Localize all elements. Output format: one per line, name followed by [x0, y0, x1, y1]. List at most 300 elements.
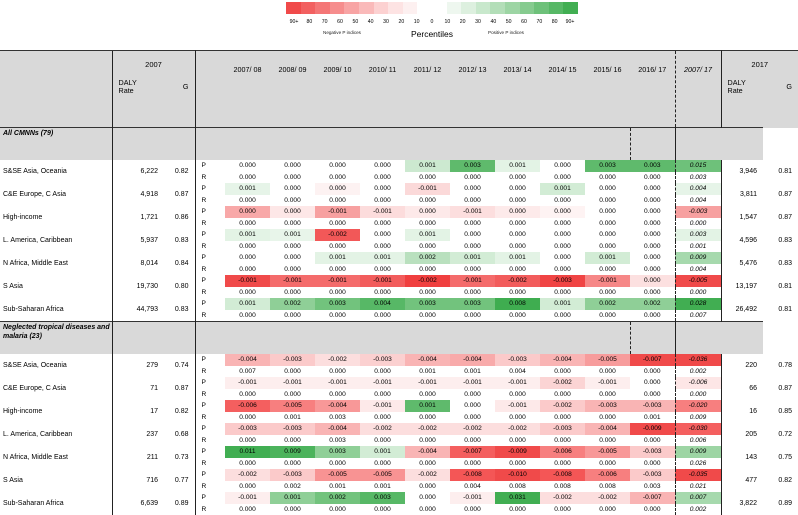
legend-swatch — [534, 2, 549, 14]
index-cell: 0.002 — [315, 492, 360, 504]
legend-tick: 0 — [431, 19, 434, 25]
index-cell: 0.000 — [585, 504, 630, 515]
index-total: -0.005 — [675, 275, 721, 287]
period-6: 2013/ 14 — [495, 51, 540, 128]
section-blank — [405, 322, 450, 355]
index-cell: 0.000 — [270, 458, 315, 470]
index-cell: 0.000 — [450, 435, 495, 447]
daly-2007: 716 — [112, 469, 164, 492]
legend-tick: 10 — [444, 19, 450, 25]
index-cell: -0.001 — [360, 275, 405, 287]
index-cell: -0.001 — [450, 377, 495, 389]
index-cell: 0.000 — [225, 504, 270, 515]
index-kind: R — [195, 195, 225, 207]
legend-swatch — [359, 2, 374, 14]
index-cell: 0.001 — [315, 481, 360, 493]
section-blank — [164, 128, 195, 161]
positive-label: Positive P indices — [488, 30, 524, 35]
section-blank — [270, 322, 315, 355]
index-cell: 0.000 — [405, 195, 450, 207]
index-cell: 0.000 — [270, 389, 315, 401]
index-cell: 0.000 — [450, 229, 495, 241]
index-cell: 0.000 — [270, 172, 315, 184]
legend-tick: 70 — [536, 19, 542, 25]
index-cell: 0.000 — [450, 183, 495, 195]
daly-rate-label: DALY Rate — [119, 79, 141, 95]
index-cell: -0.002 — [540, 400, 585, 412]
index-kind: R — [195, 481, 225, 493]
color-scale-bar — [286, 2, 578, 14]
index-cell: 0.011 — [225, 446, 270, 458]
g-2007: 0.86 — [164, 206, 195, 229]
index-cell: 0.000 — [630, 183, 675, 195]
index-kind: R — [195, 435, 225, 447]
index-total: 0.000 — [675, 218, 721, 230]
index-cell: -0.003 — [540, 423, 585, 435]
index-cell: 0.000 — [630, 195, 675, 207]
header-2017 — [721, 51, 798, 128]
index-kind: P — [195, 229, 225, 241]
index-cell: 0.000 — [585, 206, 630, 218]
region-name: N Africa, Middle East — [0, 252, 112, 275]
index-cell: 0.000 — [585, 310, 630, 322]
index-cell: 0.000 — [270, 504, 315, 515]
index-cell: 0.000 — [450, 400, 495, 412]
index-cell: 0.000 — [225, 310, 270, 322]
index-cell: 0.000 — [585, 264, 630, 276]
daly-2007: 71 — [112, 377, 164, 400]
index-cell: 0.001 — [630, 412, 675, 424]
index-cell: 0.000 — [585, 458, 630, 470]
index-cell: 0.000 — [495, 287, 540, 299]
legend-tick: 80 — [306, 19, 312, 25]
index-cell: 0.000 — [585, 389, 630, 401]
index-total: 0.004 — [675, 264, 721, 276]
index-cell: 0.000 — [630, 252, 675, 264]
index-cell: -0.009 — [495, 446, 540, 458]
legend-swatch — [286, 2, 301, 14]
index-cell: 0.001 — [495, 252, 540, 264]
daly-2007: 19,730 — [112, 275, 164, 298]
index-kind: R — [195, 366, 225, 378]
negative-label: Negative P indices — [323, 30, 361, 35]
index-cell: 0.000 — [270, 435, 315, 447]
section-blank — [225, 128, 270, 161]
index-cell: -0.002 — [405, 469, 450, 481]
index-cell: -0.001 — [405, 377, 450, 389]
index-cell: 0.000 — [405, 218, 450, 230]
legend-swatch — [301, 2, 316, 14]
index-cell: -0.001 — [315, 275, 360, 287]
g-label: G — [183, 79, 189, 95]
index-cell: 0.000 — [270, 252, 315, 264]
index-cell: -0.003 — [630, 469, 675, 481]
index-cell: 0.003 — [315, 298, 360, 310]
region-name: S Asia — [0, 275, 112, 298]
index-cell: 0.000 — [630, 504, 675, 515]
index-cell: 0.000 — [450, 310, 495, 322]
header-2007 — [112, 51, 195, 128]
index-cell: 0.000 — [405, 389, 450, 401]
index-cell: 0.000 — [630, 377, 675, 389]
index-cell: -0.001 — [450, 492, 495, 504]
region-name: S Asia — [0, 469, 112, 492]
table-row — [0, 206, 798, 218]
index-cell: 0.004 — [495, 366, 540, 378]
g-2017: 0.81 — [763, 275, 798, 298]
g-2007: 0.68 — [164, 423, 195, 446]
percentile-legend — [0, 0, 778, 48]
legend-tick: 50 — [506, 19, 512, 25]
g-2007: 0.83 — [164, 298, 195, 322]
index-cell: -0.005 — [360, 469, 405, 481]
region-name: Sub-Saharan Africa — [0, 492, 112, 515]
region-name: S&SE Asia, Oceania — [0, 354, 112, 377]
legend-title: Percentiles — [411, 29, 453, 39]
index-cell: 0.031 — [495, 492, 540, 504]
index-cell: -0.003 — [270, 469, 315, 481]
index-cell: 0.000 — [450, 264, 495, 276]
index-cell: 0.008 — [495, 481, 540, 493]
index-kind: P — [195, 400, 225, 412]
index-total: -0.003 — [675, 206, 721, 218]
table-row — [0, 400, 798, 412]
legend-tick: 10 — [414, 19, 420, 25]
index-cell: 0.000 — [495, 412, 540, 424]
index-cell: 0.000 — [315, 389, 360, 401]
index-kind: R — [195, 458, 225, 470]
index-cell: -0.010 — [495, 469, 540, 481]
legend-swatch — [388, 2, 403, 14]
index-cell: -0.006 — [540, 446, 585, 458]
index-cell: -0.004 — [405, 354, 450, 366]
index-cell: -0.003 — [270, 423, 315, 435]
index-cell: -0.001 — [495, 400, 540, 412]
legend-swatch — [563, 2, 578, 14]
index-cell: -0.001 — [270, 275, 315, 287]
index-cell: -0.003 — [360, 354, 405, 366]
g-2007: 0.80 — [164, 275, 195, 298]
index-cell: 0.000 — [225, 287, 270, 299]
index-cell: 0.000 — [270, 287, 315, 299]
index-cell: 0.000 — [270, 241, 315, 253]
index-cell: 0.002 — [270, 298, 315, 310]
index-cell: -0.001 — [495, 377, 540, 389]
index-kind: P — [195, 206, 225, 218]
index-cell: 0.000 — [315, 172, 360, 184]
index-cell: 0.000 — [585, 195, 630, 207]
index-cell: -0.001 — [360, 206, 405, 218]
header-row — [0, 51, 798, 128]
index-cell: 0.001 — [225, 183, 270, 195]
g-2017: 0.85 — [763, 400, 798, 423]
g-2017: 0.82 — [763, 469, 798, 492]
index-total: 0.004 — [675, 195, 721, 207]
period-5: 2012/ 13 — [450, 51, 495, 128]
daly-2017: 26,492 — [721, 298, 763, 322]
index-cell: 0.000 — [585, 218, 630, 230]
index-cell: -0.001 — [225, 275, 270, 287]
section-title-cell — [0, 128, 112, 161]
index-cell: 0.000 — [270, 264, 315, 276]
section-blank — [450, 128, 495, 161]
section-header — [0, 322, 798, 355]
table-row — [0, 275, 798, 287]
index-cell: 0.000 — [405, 481, 450, 493]
index-cell: 0.001 — [405, 229, 450, 241]
index-kind: P — [195, 377, 225, 389]
index-cell: 0.000 — [540, 252, 585, 264]
period-9: 2016/ 17 — [630, 51, 675, 128]
index-cell: 0.000 — [405, 412, 450, 424]
index-cell: 0.002 — [270, 481, 315, 493]
index-cell: 0.000 — [540, 195, 585, 207]
section-blank — [405, 128, 450, 161]
index-cell: 0.003 — [315, 446, 360, 458]
index-cell: -0.002 — [360, 423, 405, 435]
index-cell: 0.000 — [630, 275, 675, 287]
index-cell: 0.000 — [315, 195, 360, 207]
g-2007: 0.82 — [164, 160, 195, 183]
index-kind: P — [195, 160, 225, 172]
daly-2017: 4,596 — [721, 229, 763, 252]
index-cell: 0.000 — [540, 458, 585, 470]
section-blank — [315, 128, 360, 161]
g-2007: 0.73 — [164, 446, 195, 469]
section-blank — [360, 322, 405, 355]
index-cell: 0.001 — [360, 446, 405, 458]
index-cell: 0.000 — [495, 458, 540, 470]
index-cell: 0.001 — [540, 183, 585, 195]
index-kind: R — [195, 412, 225, 424]
index-cell: -0.009 — [630, 423, 675, 435]
section-blank — [495, 128, 540, 161]
index-cell: -0.001 — [315, 377, 360, 389]
index-total: -0.030 — [675, 423, 721, 435]
index-cell: -0.004 — [225, 354, 270, 366]
section-blank — [585, 128, 630, 161]
daly-2007: 44,793 — [112, 298, 164, 322]
index-kind: P — [195, 252, 225, 264]
index-cell: 0.000 — [360, 229, 405, 241]
region-name: Sub-Saharan Africa — [0, 298, 112, 322]
index-cell: 0.004 — [450, 481, 495, 493]
index-cell: 0.000 — [540, 229, 585, 241]
index-cell: 0.000 — [450, 389, 495, 401]
table-row — [0, 446, 798, 458]
index-kind: P — [195, 446, 225, 458]
legend-swatch — [417, 2, 432, 14]
legend-swatch — [374, 2, 389, 14]
table-row — [0, 423, 798, 435]
g-label-2017: G — [786, 79, 792, 95]
g-2007: 0.82 — [164, 400, 195, 423]
index-cell: -0.008 — [450, 469, 495, 481]
daly-2017: 66 — [721, 377, 763, 400]
index-cell: 0.001 — [225, 298, 270, 310]
index-cell: 0.000 — [360, 310, 405, 322]
daly-2007: 4,918 — [112, 183, 164, 206]
g-2017: 0.75 — [763, 446, 798, 469]
daly-2017: 16 — [721, 400, 763, 423]
index-cell: -0.002 — [585, 492, 630, 504]
index-cell: 0.000 — [540, 206, 585, 218]
period-4: 2011/ 12 — [405, 51, 450, 128]
index-cell: 0.002 — [585, 298, 630, 310]
index-cell: 0.000 — [585, 241, 630, 253]
section-blank — [630, 128, 675, 161]
g-2017: 0.87 — [763, 183, 798, 206]
region-name: C&E Europe, C Asia — [0, 377, 112, 400]
legend-swatch — [490, 2, 505, 14]
section-blank — [270, 128, 315, 161]
index-cell: -0.001 — [360, 400, 405, 412]
g-2007: 0.83 — [164, 229, 195, 252]
index-cell: 0.000 — [540, 264, 585, 276]
index-cell: 0.000 — [585, 366, 630, 378]
table-row — [0, 160, 798, 172]
index-cell: 0.000 — [450, 412, 495, 424]
index-cell: 0.000 — [585, 229, 630, 241]
legend-tick: 70 — [322, 19, 328, 25]
index-cell: 0.000 — [360, 160, 405, 172]
index-cell: 0.000 — [270, 366, 315, 378]
index-cell: 0.000 — [495, 229, 540, 241]
index-total: 0.000 — [675, 389, 721, 401]
daly-2007: 6,639 — [112, 492, 164, 515]
index-cell: 0.000 — [315, 458, 360, 470]
index-cell: 0.000 — [360, 458, 405, 470]
g-2007: 0.77 — [164, 469, 195, 492]
index-cell: 0.000 — [450, 287, 495, 299]
index-cell: 0.000 — [360, 172, 405, 184]
index-cell: 0.000 — [405, 206, 450, 218]
daly-2007: 6,222 — [112, 160, 164, 183]
index-cell: 0.000 — [315, 366, 360, 378]
index-cell: 0.000 — [360, 287, 405, 299]
index-cell: 0.000 — [405, 241, 450, 253]
index-kind: P — [195, 354, 225, 366]
table-row — [0, 229, 798, 241]
table-row — [0, 183, 798, 195]
index-cell: 0.001 — [585, 252, 630, 264]
legend-tick: 40 — [368, 19, 374, 25]
index-cell: -0.007 — [630, 354, 675, 366]
g-2007: 0.84 — [164, 252, 195, 275]
index-cell: 0.000 — [270, 218, 315, 230]
index-cell: 0.000 — [225, 160, 270, 172]
g-2017: 0.78 — [763, 354, 798, 377]
daly-2007: 1,721 — [112, 206, 164, 229]
legend-swatch — [505, 2, 520, 14]
index-cell: 0.001 — [405, 400, 450, 412]
index-cell: 0.000 — [405, 435, 450, 447]
index-cell: -0.004 — [315, 400, 360, 412]
index-cell: 0.000 — [630, 218, 675, 230]
section-blank — [112, 128, 164, 161]
index-cell: 0.000 — [360, 366, 405, 378]
index-cell: 0.000 — [585, 287, 630, 299]
region-name: L. America, Caribbean — [0, 423, 112, 446]
index-cell: 0.000 — [315, 287, 360, 299]
index-cell: 0.001 — [315, 252, 360, 264]
index-cell: 0.000 — [225, 195, 270, 207]
section-blank — [195, 128, 225, 161]
daly-2017: 220 — [721, 354, 763, 377]
index-total: 0.006 — [675, 435, 721, 447]
index-cell: -0.004 — [585, 423, 630, 435]
index-cell: 0.000 — [585, 183, 630, 195]
index-cell: -0.003 — [270, 354, 315, 366]
g-2007: 0.89 — [164, 492, 195, 515]
index-cell: 0.000 — [405, 504, 450, 515]
section-blank — [630, 322, 675, 355]
daly-rate-label-2017: DALY Rate — [728, 79, 750, 95]
index-cell: 0.001 — [360, 481, 405, 493]
index-cell: -0.002 — [315, 229, 360, 241]
index-total: 0.021 — [675, 481, 721, 493]
index-cell: 0.000 — [495, 195, 540, 207]
index-cell: 0.001 — [270, 229, 315, 241]
index-cell: -0.002 — [495, 423, 540, 435]
daly-2007: 8,014 — [112, 252, 164, 275]
index-cell: -0.005 — [585, 446, 630, 458]
index-total: 0.002 — [675, 504, 721, 515]
index-total: -0.036 — [675, 354, 721, 366]
index-cell: 0.000 — [630, 206, 675, 218]
legend-swatch — [344, 2, 359, 14]
index-cell: 0.000 — [540, 310, 585, 322]
g-2007: 0.74 — [164, 354, 195, 377]
daly-2017: 3,822 — [721, 492, 763, 515]
g-2017: 0.83 — [763, 252, 798, 275]
index-kind: R — [195, 218, 225, 230]
index-cell: 0.000 — [495, 389, 540, 401]
section-blank — [540, 322, 585, 355]
legend-tick: 20 — [460, 19, 466, 25]
index-cell: 0.000 — [585, 435, 630, 447]
section-blank — [450, 322, 495, 355]
index-cell: -0.001 — [450, 206, 495, 218]
section-title-cell — [0, 322, 112, 355]
section-blank — [675, 322, 721, 355]
index-total: 0.003 — [675, 172, 721, 184]
period-7: 2014/ 15 — [540, 51, 585, 128]
index-cell: 0.000 — [450, 195, 495, 207]
index-cell: 0.007 — [225, 366, 270, 378]
region-name: L. America, Caribbean — [0, 229, 112, 252]
legend-swatch — [403, 2, 418, 14]
index-total: 0.015 — [675, 160, 721, 172]
index-cell: 0.000 — [450, 218, 495, 230]
period-3: 2010/ 11 — [360, 51, 405, 128]
index-cell: 0.009 — [270, 446, 315, 458]
index-cell: 0.008 — [495, 298, 540, 310]
index-cell: 0.000 — [630, 287, 675, 299]
section-blank — [540, 128, 585, 161]
index-cell: 0.000 — [270, 183, 315, 195]
g-2017: 0.81 — [763, 160, 798, 183]
section-blank — [495, 322, 540, 355]
daly-2017: 205 — [721, 423, 763, 446]
index-total: 0.002 — [675, 366, 721, 378]
index-cell: 0.000 — [540, 389, 585, 401]
index-cell: 0.001 — [405, 366, 450, 378]
index-cell: -0.001 — [225, 377, 270, 389]
index-cell: -0.003 — [225, 423, 270, 435]
index-cell: 0.000 — [225, 412, 270, 424]
index-cell: -0.004 — [405, 446, 450, 458]
